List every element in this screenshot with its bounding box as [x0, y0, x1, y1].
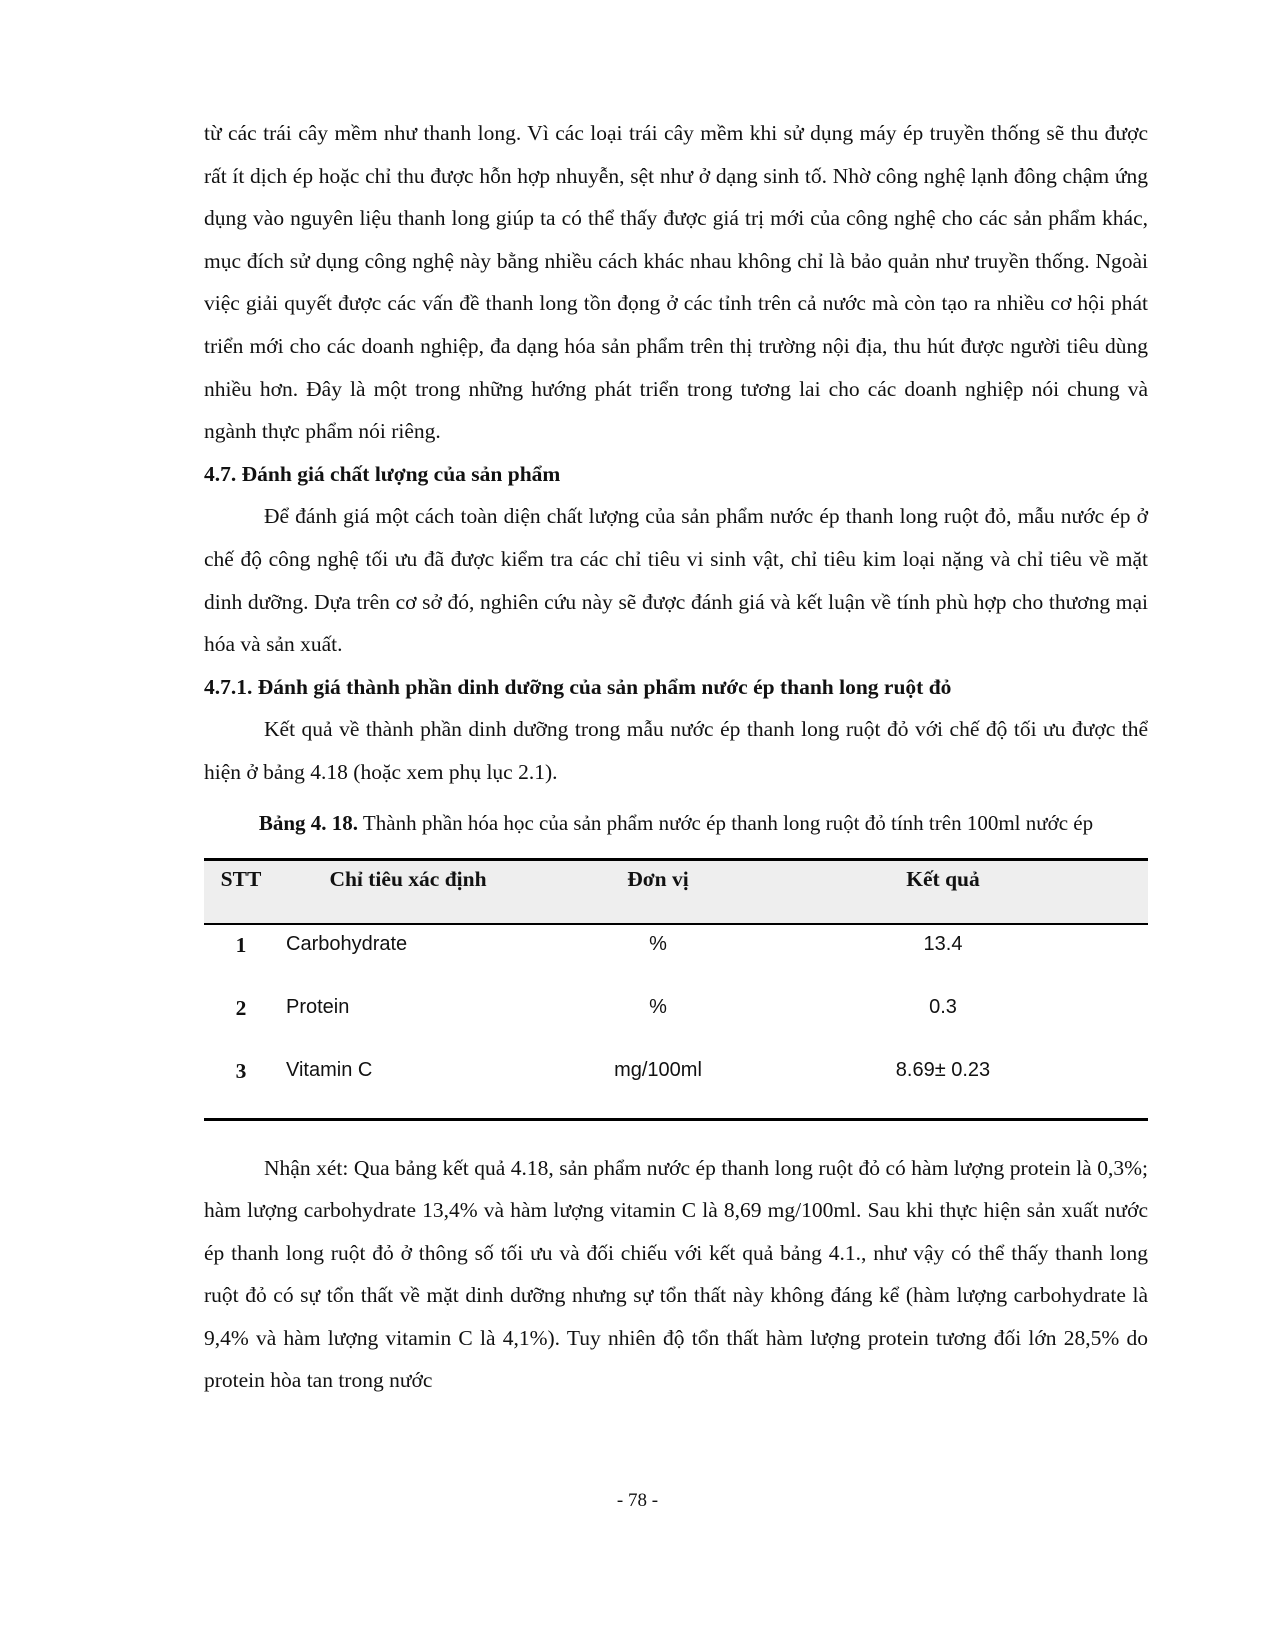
body-paragraph: từ các trái cây mềm như thanh long. Vì các loại trái cây mềm khi sử dụng máy ép truyền thống sẽ thu được rất ít dịch ép hoặc chỉ thu được hỗn hợp nhuyễn, sệt như ở dạng sinh tố. Nhờ công nghệ lạnh đông chậm ứng dụng vào nguyên liệu thanh long giúp ta có thể thấy được giá trị mới của công nghệ cho các sản phẩm khác, mục đích sử dụng công nghệ này bằng nhiều cách khác nhau không chỉ là bảo quản như truyền thống. Ngoài việc giải quyết được các vấn đề thanh long tồn đọng ở các tỉnh trên cả nước mà còn tạo ra nhiều cơ hội phát triển mới cho các doanh nghiệp, đa dạng hóa sản phẩm trên thị trường nội địa, thu hút được người tiêu dùng nhiều hơn. Đây là một trong những hướng phát triển trong tương lai cho các doanh nghiệp nói chung và ngành thực phẩm nói riêng. [204, 121, 1148, 444]
table-cell: Protein [286, 995, 350, 1018]
table-cell: 3 [235, 1058, 247, 1083]
table-cell: % [649, 932, 667, 955]
body-paragraph: Nhận xét: Qua bảng kết quả 4.18, sản phẩm nước ép thanh long ruột đỏ có hàm lượng protein là 0,3%; hàm lượng carbohydrate 13,4% và hàm lượng vitamin C là 8,69 mg/100ml. Sau khi thực hiện sản xuất nước ép thanh long ruột đỏ ở thông số tối ưu và đối chiếu với kết quả bảng 4.1., như vậy có thể thấy thanh long ruột đỏ có sự tổn thất về mặt dinh dưỡng nhưng sự tổn thất này không đáng kể (hàm lượng carbohydrate là 9,4% và hàm lượng vitamin C là 4,1%). Tuy nhiên độ tổn thất hàm lượng protein tương đối lớn 28,5% do protein hòa tan trong nước [204, 1155, 1148, 1393]
table-header-cell: Đơn vị [627, 866, 689, 891]
table-cell: 0.3 [929, 995, 957, 1018]
table-header-cell: Kết quả [906, 866, 980, 891]
table-row [204, 1051, 1148, 1114]
page-content [204, 112, 1148, 1402]
table-cell: mg/100ml [614, 1058, 702, 1081]
table-row [204, 925, 1148, 988]
table-header-row [204, 861, 1148, 923]
table-caption [204, 810, 1148, 836]
table-row [204, 988, 1148, 1051]
table-cell: 2 [235, 995, 247, 1020]
table-cell: Vitamin C [286, 1058, 373, 1081]
nutrition-table [204, 858, 1148, 1121]
table-bottom-rule [204, 1118, 1148, 1121]
table-cell: % [649, 995, 667, 1018]
section-heading: 4.7. Đánh giá chất lượng của sản phẩm [204, 461, 561, 486]
subsection-heading: 4.7.1. Đánh giá thành phần dinh dưỡng của sản phẩm nước ép thanh long ruột đỏ [204, 674, 952, 699]
table-header-cell: Chỉ tiêu xác định [329, 866, 487, 891]
table-cell: Carbohydrate [286, 932, 408, 955]
table-cell: 1 [235, 932, 247, 957]
table-caption-text: Thành phần hóa học của sản phẩm nước ép thanh long ruột đỏ tính trên 100ml nước ép [358, 810, 1094, 835]
table-cell: 8.69± 0.23 [895, 1058, 991, 1081]
table-cell: 13.4 [923, 932, 963, 955]
body-paragraph: Để đánh giá một cách toàn diện chất lượng của sản phẩm nước ép thanh long ruột đỏ, mẫu nước ép ở chế độ công nghệ tối ưu đã được kiểm tra các chỉ tiêu vi sinh vật, chỉ tiêu kim loại nặng và chỉ tiêu về mặt dinh dưỡng. Dựa trên cơ sở đó, nghiên cứu này sẽ được đánh giá và kết luận về tính phù hợp cho thương mại hóa và sản xuất. [204, 504, 1148, 657]
body-paragraph: Kết quả về thành phần dinh dưỡng trong mẫu nước ép thanh long ruột đỏ với chế độ tối ưu được thể hiện ở bảng 4.18 (hoặc xem phụ lục 2.1). [204, 717, 1148, 784]
table-header-cell: STT [220, 866, 262, 891]
page-number: - 78 - [616, 1490, 659, 1511]
table-caption-label: Bảng 4. 18. [258, 810, 359, 835]
